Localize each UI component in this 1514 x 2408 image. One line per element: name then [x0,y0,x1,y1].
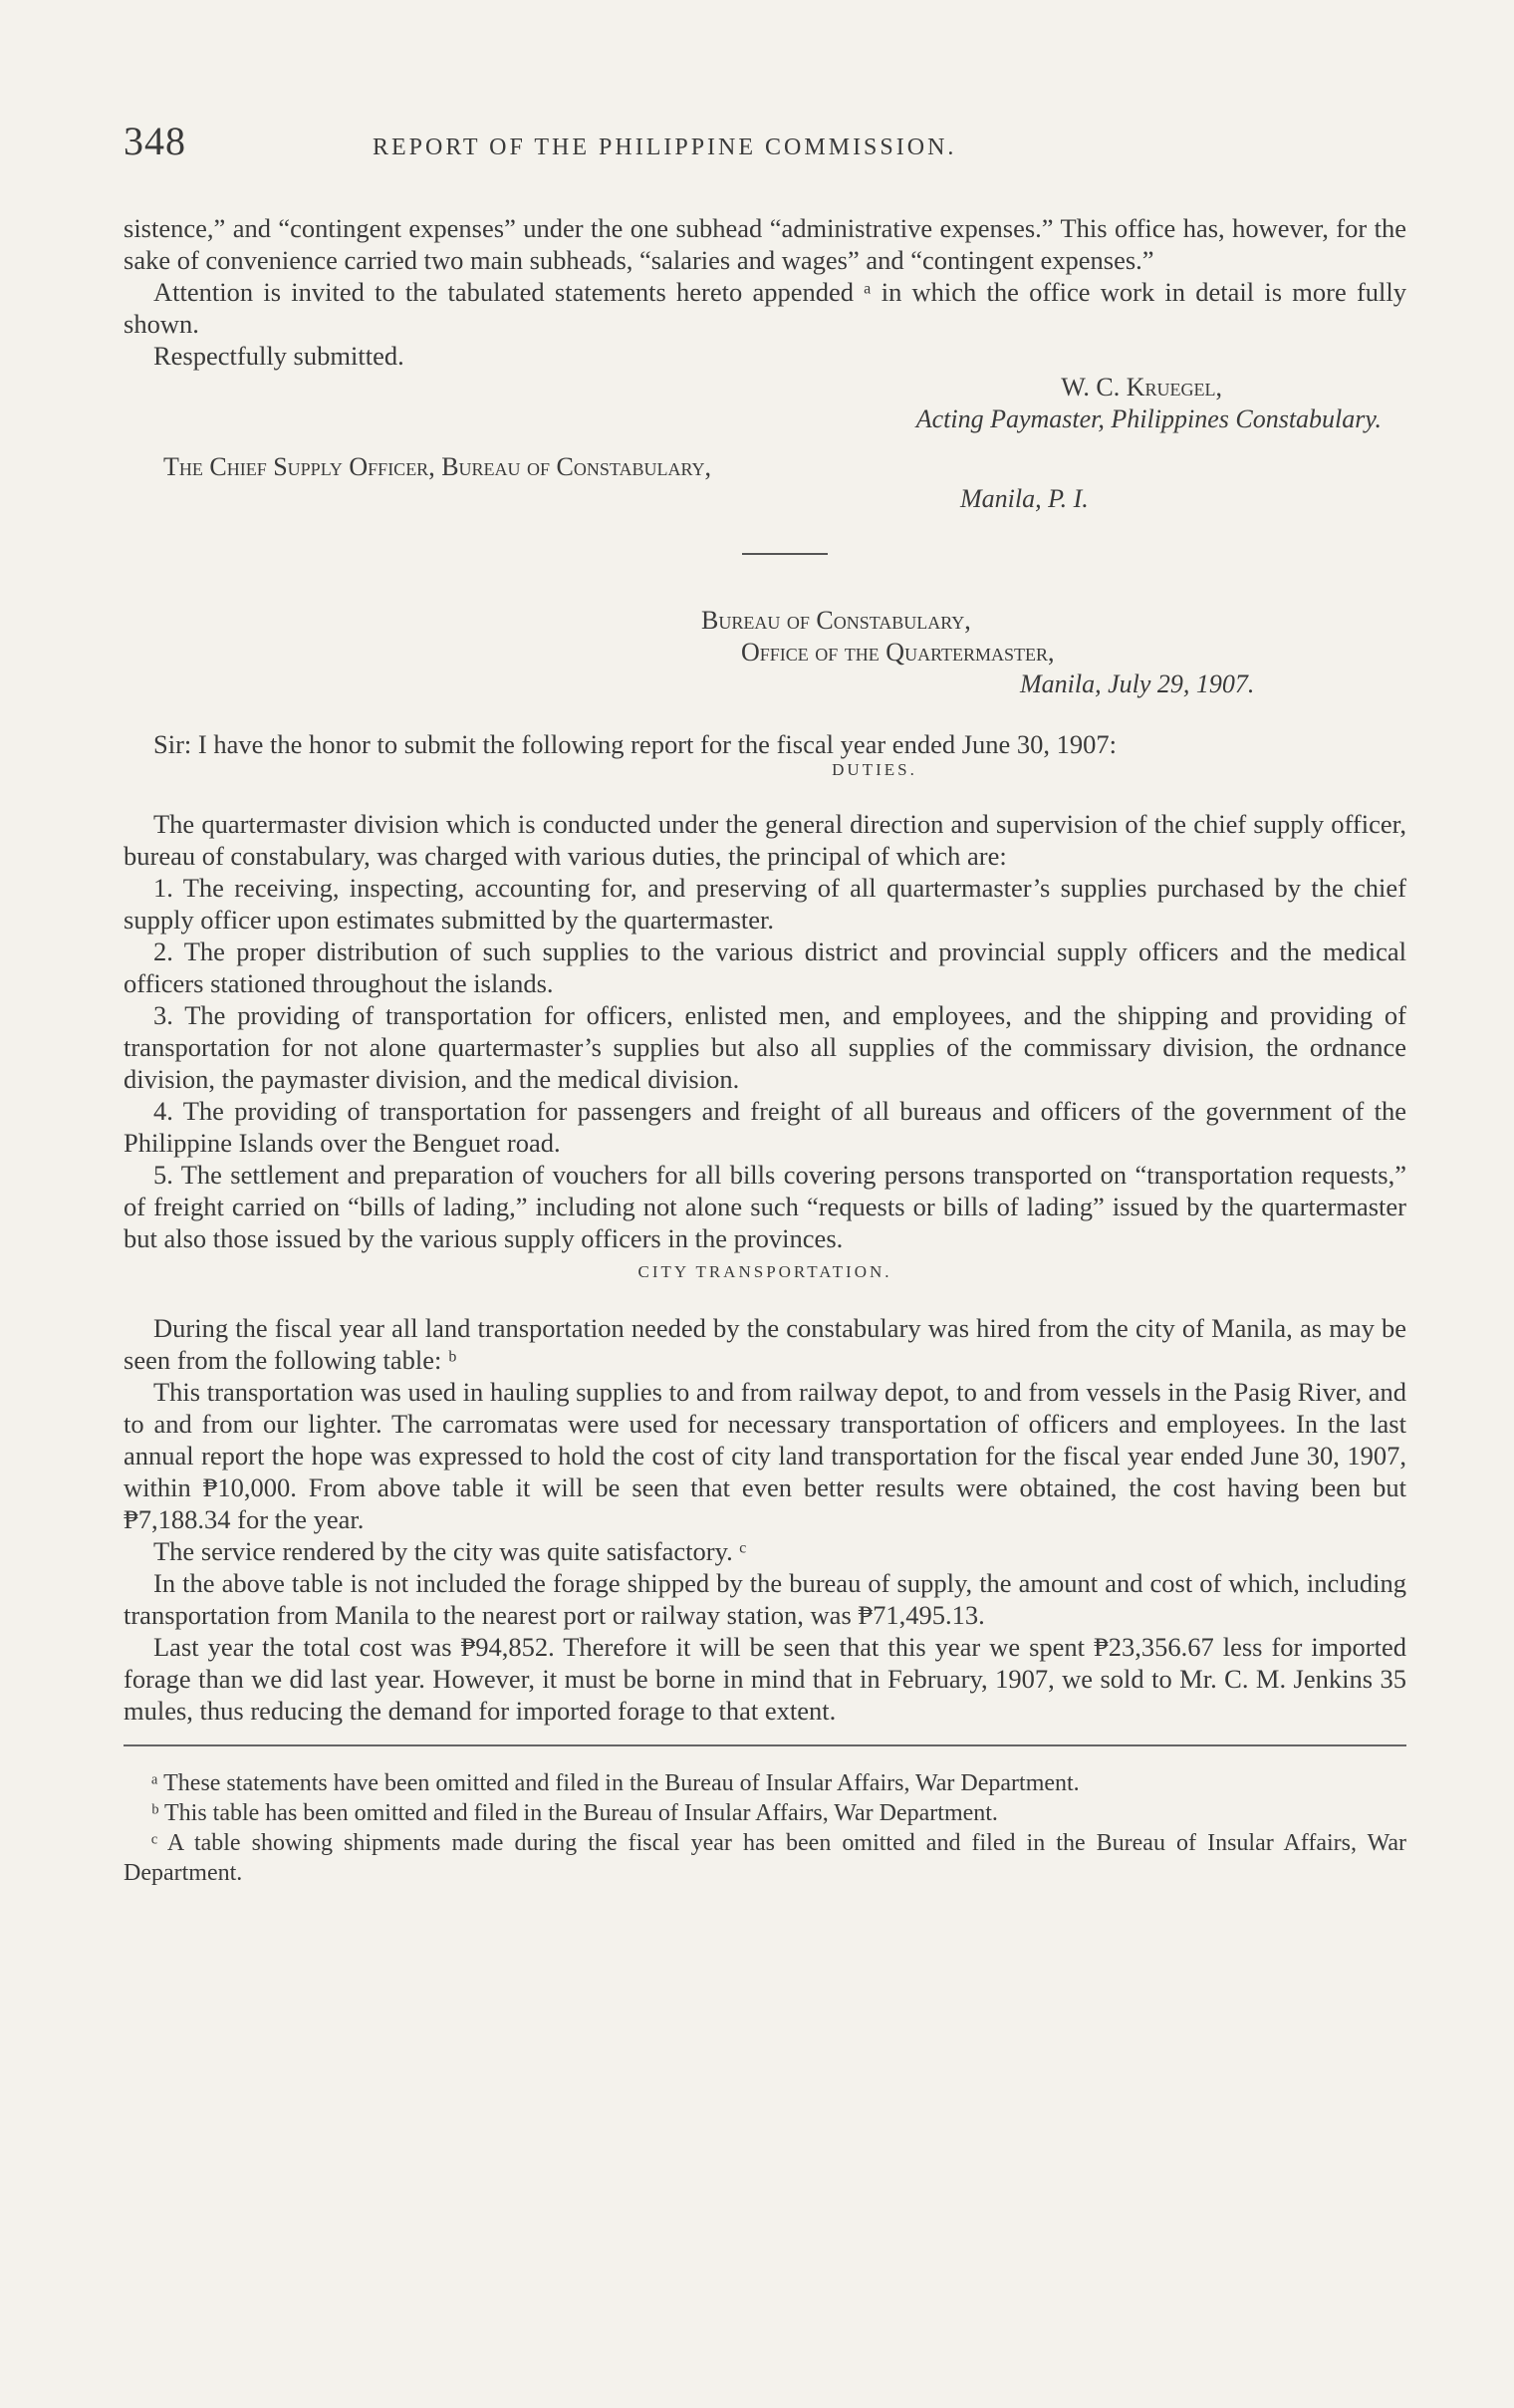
duty-item-3: 3. The providing of transportation for officers, enlisted men, and employees, and the shipping and providing of transportation for not alone quartermaster’s supplies but also all supplies of the commissary division, the ordnance division, the paymaster division, and the medical division. [124,1000,1406,1094]
closing-line: Respectfully submitted. [153,341,404,371]
transport-paragraph-5: Last year the total cost was ₱94,852. Therefore it will be seen that this year we spent ₱23,356.67 less for imported forage than we did last year. However, it must be borne in mind that in February, 1907, we sold to Mr. C. M. Jenkins 35 mules, thus reducing the demand for imported forage to that extent. [124,1632,1406,1726]
transport-paragraph-4: In the above table is not included the forage shipped by the bureau of supply, the amount and cost of which, including transportation from Manila to the nearest port or railway station, was ₱71,495.13. [124,1568,1406,1630]
city-transportation-heading: CITY TRANSPORTATION. [637,1262,892,1281]
letterhead-office: Office of the Quartermaster, [741,638,1055,667]
footnote-divider [124,1744,1406,1746]
transport-paragraph-3: The service rendered by the city was quite satisfactory. ᶜ [153,1536,747,1566]
page-number: 348 [124,119,186,163]
salutation: Sir: I have the honor to submit the following report for the fiscal year ended June 30, 1907: [153,729,1118,759]
footnote-b: ᵇ This table has been omitted and filed in the Bureau of Insular Affairs, War Department. [151,1799,998,1826]
letterhead [124,605,1406,700]
footnote-c: ᶜ A table showing shipments made during the fiscal year has been omitted and filed in the Bureau of Insular Affairs, War Department. [124,1829,1406,1886]
page-header [124,118,1406,164]
letterhead-bureau: Bureau of Constabulary, [701,606,971,635]
duties-heading: DUTIES. [832,760,917,779]
duty-item-4: 4. The providing of transportation for passengers and freight of all bureaus and officers of the government of the Philippine Islands over the Benguet road. [124,1096,1406,1158]
addressee-block [124,451,1406,515]
signature-name: W. C. Kruegel, [1061,373,1222,401]
opening-paragraph-1: sistence,” and “contingent expenses” under the one subhead “administrative expenses.” This office has, however, for the sake of convenience carried two main subheads, “salaries and wages” and “contingent expenses.” [124,213,1406,275]
duties-intro: The quartermaster division which is conducted under the general direction and supervision of the chief supply officer, bureau of constabulary, was charged with various duties, the principal of which are: [124,809,1406,871]
signature-title: Acting Paymaster, Philippines Constabulary. [915,404,1382,433]
opening-paragraph-2: Attention is invited to the tabulated statements hereto appended ᵃ in which the office work in detail is more fully shown. [124,277,1406,339]
transport-paragraph-2: This transportation was used in hauling supplies to and from railway depot, to and from vessels in the Pasig River, and to and from our lighter. The carromatas were used for necessary transportation of officers and employees. In the last annual report the hope was expressed to hold the cost of city land transportation for the fiscal year ended June 30, 1907, within ₱10,000. From above table it will be seen that even better results were obtained, the cost having been but ₱7,188.34 for the year. [124,1377,1406,1534]
addressee-city: Manila, P. I. [960,484,1089,513]
duty-item-2: 2. The proper distribution of such supplies to the various district and provincial supply officers and the medical officers stationed throughout the islands. [124,936,1406,998]
section-divider [742,553,828,555]
duty-item-5: 5. The settlement and preparation of vouchers for all bills covering persons transported on “transportation requests,” of freight carried on “bills of lading,” including not alone such “requests or bills of lading” issued by the quartermaster but also those issued by the various supply officers in the provinces. [124,1160,1406,1253]
footnote-a: ᵃ These statements have been omitted and filed in the Bureau of Insular Affairs, War Department. [151,1769,1080,1796]
duty-item-1: 1. The receiving, inspecting, accounting for, and preserving of all quartermaster’s supplies purchased by the chief supply officer upon estimates submitted by the quartermaster. [124,873,1406,935]
transport-paragraph-1: During the fiscal year all land transportation needed by the constabulary was hired from the city of Manila, as may be seen from the following table: ᵇ [124,1313,1406,1375]
letterhead-date: Manila, July 29, 1907. [1020,669,1255,698]
addressee-name: The Chief Supply Officer, Bureau of Constabulary, [163,452,711,481]
running-head: REPORT OF THE PHILIPPINE COMMISSION. [373,134,957,160]
